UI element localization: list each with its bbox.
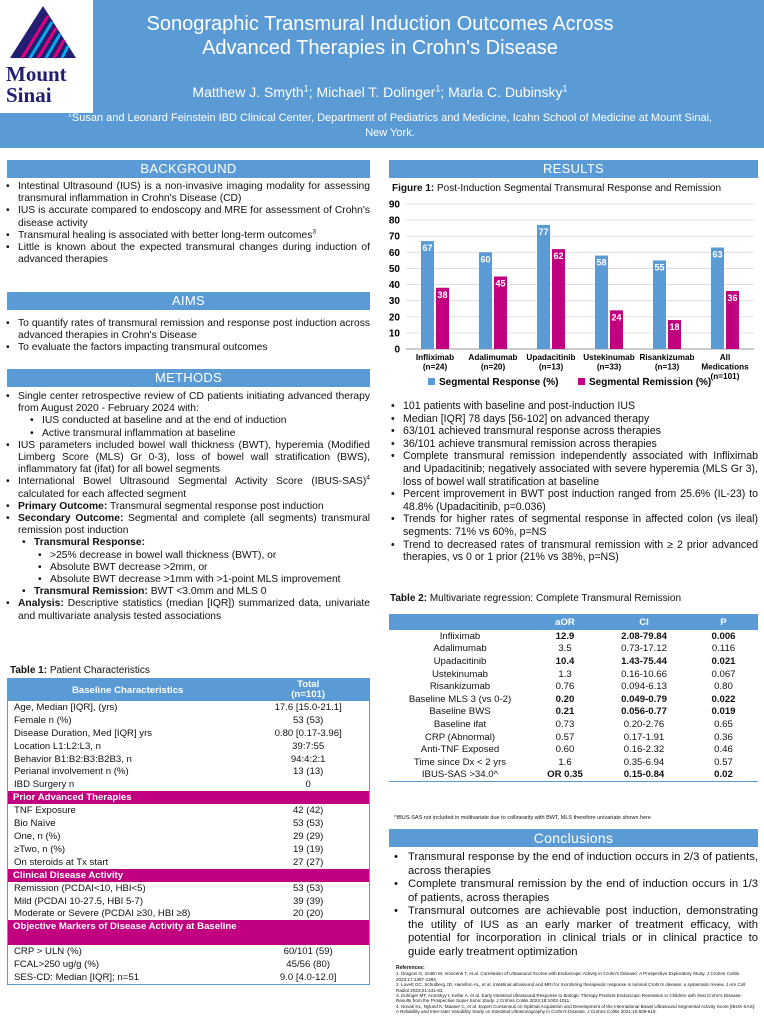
methods-ibus-text: International Bowel Ultrasound Segmental Activity Score (IBUS-SAS) — [18, 476, 367, 488]
table1-group-header: Clinical Disease Activity — [8, 869, 369, 882]
table2-cell-p: 0.80 — [714, 681, 733, 693]
table1-row — [8, 895, 369, 908]
table1-cell-label: Female n (%) — [14, 714, 72, 726]
table2-col-header: P — [720, 616, 727, 628]
table2-cell-aor: OR 0.35 — [547, 769, 583, 781]
bar-value-label: 36 — [727, 293, 738, 303]
table2-cell-label: Anti-TNF Exposed — [420, 744, 500, 756]
remission-label: Transmural Remission: — [34, 586, 148, 598]
methods-subitem — [4, 586, 370, 598]
background-list — [4, 181, 370, 266]
background-header: BACKGROUND — [7, 160, 370, 178]
bar-response — [653, 260, 666, 349]
table1-cell-label: Perianal involvement n (%) — [14, 766, 129, 778]
x-tick-label: Infliximab — [415, 353, 455, 362]
conclusions-item: • Transmural outcomes are achievable post induction, demonstrating the utility of IUS as an early marker of treatment efficacy, with potential for incorporation in clinical trials or in clinical practice to guide early treatment optimization — [392, 905, 758, 959]
methods-item — [4, 476, 370, 500]
table2-header-row — [389, 614, 758, 630]
table1-cell-label: Disease Duration, Med [IQR] yrs — [14, 727, 153, 739]
table1-group-header: Prior Advanced Therapies — [8, 791, 369, 804]
table2-cell-label: IBUS-SAS >34.0^ — [421, 769, 499, 781]
table1-cell-label: Mild (PCDAI 10-27.5, HBI 5-7) — [14, 895, 144, 907]
figure1-caption-text: Post-Induction Segmental Transmural Response and Remission — [434, 183, 722, 194]
results-list — [389, 400, 758, 564]
author-list: Matthew J. Smyth$^1$; Michael T. Dolinger$^1$; Marla C. Dubinsky$^1$ — [192, 83, 568, 100]
bar-response — [711, 248, 724, 350]
results-item: • Trends for higher rates of segmental response in affected colon (vs ileal) segments: 71% vs 60%, p=NS — [389, 513, 758, 538]
table2-cell-ci: 0.056-0.77 — [621, 706, 667, 718]
table2-cell-ci: 0.16-2.32 — [623, 744, 665, 756]
results-item: • 101 patients with baseline and post-induction IUS — [389, 400, 758, 413]
table2-cell-ci: 0.17-1.91 — [623, 731, 665, 743]
poster-header — [0, 0, 764, 148]
table1-cell-value: 42 (42) — [292, 805, 324, 817]
table1-group-prior-therapies — [8, 804, 369, 868]
secondary-outcome-text: Segmental and complete (all segments) transmural remission post induction — [18, 513, 370, 537]
table1-group-objective-markers — [8, 945, 369, 984]
bar-value-label: 55 — [654, 262, 665, 273]
reference-item: 2. Lovett GC, Schulberg JD, Hamilton AL, et al. Intestinal ultrasound and MRI for monitoring therapeutic response in luminal Crohn's disease: a systematic review. J Am Coll Radiol 2023;21:441-63. — [396, 982, 746, 993]
table2-body — [389, 630, 758, 781]
background-item-text: Transmural healing is associated with better long-term outcomes — [18, 229, 313, 241]
y-tick-label: 70 — [388, 231, 400, 243]
table2-caption — [390, 593, 681, 604]
table1-cell-label: Behavior B1:B2:B3:B2B3, n — [14, 753, 132, 765]
bar-response — [537, 225, 550, 349]
bar-response — [479, 252, 492, 349]
table1-caption-bold: Table 1: — [10, 665, 48, 676]
references — [396, 966, 758, 1015]
affiliation-sup: 1 — [67, 110, 72, 119]
table2-cell-aor: 1.3 — [558, 668, 572, 680]
results-item: • 36/101 achieve transmural remission across therapies — [389, 438, 758, 451]
legend-label: Segmental Remission (%) — [589, 377, 712, 388]
x-tick-label: (n=13) — [538, 362, 564, 372]
table1-group-header: Objective Markers of Disease Activity at Baseline — [8, 920, 369, 945]
table1-row — [8, 830, 369, 843]
y-tick-label: 20 — [388, 312, 400, 324]
table2-row — [389, 743, 758, 756]
table1-row — [8, 804, 369, 817]
x-tick-label: Upadacitinib — [526, 353, 576, 362]
table2-cell-p: 0.36 — [714, 731, 733, 743]
methods-subsubitem: • Absolute BWT decrease >2mm, or — [4, 562, 370, 574]
reference-item: 3. Dolinger MT, Aronskyy I, Kellar A, et al. Early Intestinal Ultrasound Response to Biologic Therapy Predicts Endoscopic Remission in Children with Ileal Crohn's Disease: Results from the Prospective Super Sonic Study. J Crohns Colitis 2024;18:1002-1011. — [396, 993, 742, 1004]
table2-cell-aor: 0.21 — [555, 706, 575, 718]
bar-value-label: 63 — [712, 249, 723, 260]
table2-caption-text: Multivariate regression: Complete Transmural Remission — [427, 593, 682, 604]
table1-row — [8, 882, 369, 895]
x-tick-label: Ustekinumab — [583, 353, 635, 362]
table2-row — [389, 668, 758, 681]
x-tick-label: (n=101) — [710, 372, 740, 381]
table1-cell-value: 27 (27) — [292, 856, 324, 868]
table1-cell-value: 19 (19) — [292, 843, 324, 855]
bar-value-label: 77 — [538, 226, 549, 237]
table1-cell-value: 20 (20) — [292, 908, 324, 920]
table2-cell-p: 0.021 — [711, 655, 736, 667]
conclusions-item: • Complete transmural remission by the end of induction occurs in 1/3 of patients, across therapies — [392, 878, 758, 905]
table2-col-header: CI — [639, 616, 649, 628]
results-item: • Complete transmural remission independently associated with Infliximab and Upadacitinib; negatively associated with severe hyperemia (MLS Gr 3), loss of bowel wall stratification at baseline — [389, 450, 758, 488]
methods-item: • Single center retrospective review of CD patients initiating advanced therapy from August 2020 - February 2024 with: — [4, 391, 370, 415]
table1-cell-value: 9.0 [4.0-12.0] — [279, 972, 337, 984]
table2-cell-label: Adalimumab — [433, 643, 487, 655]
table2-cell-p: 0.006 — [711, 630, 736, 642]
response-label: Transmural Response: — [34, 537, 146, 549]
affiliation — [60, 111, 720, 141]
citation-sup: 4 — [366, 475, 370, 482]
table2-cell-aor: 10.4 — [555, 655, 575, 667]
y-tick-label: 30 — [388, 296, 400, 308]
author-3-sup: 1 — [562, 83, 568, 94]
background-item: • Little is known about the expected transmural changes during induction of advanced therapies — [4, 242, 370, 266]
table1-row — [8, 727, 369, 740]
table1-cell-label: IBD Surgery n — [14, 779, 75, 791]
author-3: Marla C. Dubinsky — [448, 84, 563, 100]
table2-row — [389, 756, 758, 769]
secondary-outcome-label: Secondary Outcome: — [18, 513, 124, 525]
patient-characteristics-table — [7, 678, 370, 985]
author-1-sup: 1 — [303, 83, 309, 94]
table1-cell-label: TNF Exposure — [14, 805, 76, 817]
table2-row — [389, 655, 758, 668]
reference-item: 1. Dragoni G, Gottin M, Innocenti T, et al. Correlation of Ultrasound Scores with Endoscopic Activity in Crohn's Disease: A Prospective Exploratory Study. J Crohns Colitis 2023;17:1387-1394. — [396, 971, 740, 982]
table2-cell-ci: 0.20-2.76 — [623, 718, 665, 730]
results-item: • Trend to decreased rates of transmural remission with ≥ 2 prior advanced therapies, vs 0 or 1 prior (21% vs 38%, p=NS) — [389, 539, 758, 564]
figure1-caption — [392, 183, 721, 194]
methods-subsubitem: • Absolute BWT decrease >1mm with >1-point MLS improvement — [4, 574, 370, 586]
table2-cell-p: 0.57 — [714, 756, 733, 768]
table2-row — [389, 706, 758, 719]
table1-cell-label: One, n (%) — [14, 830, 61, 842]
table1-row — [8, 856, 369, 869]
table2-cell-p: 0.022 — [711, 693, 736, 705]
methods-subitem: • Active transmural inflammation at baseline — [4, 428, 370, 440]
y-tick-label: 40 — [388, 280, 400, 292]
table1-row — [8, 945, 369, 958]
table1-cell-value: 53 (53) — [292, 882, 324, 894]
table1-col-total: Total — [297, 679, 320, 690]
methods-subitem: • IUS conducted at baseline and at the end of induction — [4, 415, 370, 427]
table2-cell-p: 0.019 — [711, 706, 736, 718]
aims-item: • To quantify rates of transmural remission and response post induction across advanced therapies in Crohn's Disease — [4, 318, 370, 342]
author-1: Matthew J. Smyth — [192, 84, 304, 100]
table2-row — [389, 769, 758, 782]
table1-caption-text: Patient Characteristics — [47, 665, 150, 676]
table1-row — [8, 971, 369, 984]
table1-cell-label: Location L1:L2:L3, n — [14, 740, 101, 752]
table2-cell-aor: 0.57 — [555, 731, 575, 743]
table1-row — [8, 778, 369, 791]
table2-cell-ci: 0.35-6.94 — [623, 756, 665, 768]
reference-item: 4. Novak KL, Nylund K, Maaser C, et al. Expert Consensus on Optimal Acquisition and Development of the International Bowel Ultrasound Segmental Activity Score [IBUS-SAS]: A Reliability and Inter-rater Variability Study on Intestinal Ultrasonography in Crohn's Disease. J Crohns Colitis 2021;15:609-616. — [396, 1003, 756, 1015]
methods-ibus-text-2: calculated for each affected segment — [18, 488, 187, 500]
x-tick-label: Adalimumab — [468, 353, 518, 362]
table1-group-clinical-activity — [8, 882, 369, 921]
table2-caption-bold: Table 2: — [390, 593, 428, 604]
analysis-label: Analysis: — [18, 598, 64, 610]
table2-row — [389, 693, 758, 706]
table2-cell-ci: 0.094-6.13 — [621, 681, 667, 693]
table1-cell-label: Remission (PCDAI<10, HBI<5) — [14, 882, 146, 894]
aims-header: AIMS — [7, 292, 370, 310]
table1-cell-value: 13 (13) — [292, 766, 324, 778]
table2-row — [389, 680, 758, 693]
table2-col-header: aOR — [555, 616, 575, 628]
table1-row — [8, 817, 369, 830]
x-tick-label: Medications — [701, 362, 749, 372]
table1-cell-label: Bio Naïve — [14, 818, 56, 830]
bar-response — [421, 241, 434, 349]
x-tick-label: All — [719, 353, 731, 362]
methods-subitem — [4, 537, 370, 549]
methods-item: • IUS parameters included bowel wall thickness (BWT), hyperemia (Modified Limberg Score (MLS) Gr 0-3), loss of bowel wall stratification (BWS), inflammatory fat (ifat) for all bowel segments — [4, 440, 370, 477]
conclusions-header: Conclusions — [389, 829, 758, 847]
aims-list — [4, 318, 370, 355]
table2-cell-aor: 1.6 — [558, 756, 572, 768]
table1-row — [8, 958, 369, 971]
table2-cell-ci: 0.73-17.12 — [621, 643, 667, 655]
y-tick-label: 50 — [388, 263, 400, 275]
table2-cell-ci: 0.15-0.84 — [623, 769, 665, 781]
table2-cell-p: 0.067 — [711, 668, 736, 680]
legend-swatch — [428, 378, 435, 385]
bar-value-label: 18 — [669, 322, 680, 332]
primary-outcome-text: Transmural segmental response post induction — [107, 500, 324, 512]
table2-row — [389, 630, 758, 643]
table2-footnote: ^IBUS-SAS not included in multivariate due to collinearity with BWT, MLS therefore univariate shown here — [394, 815, 651, 821]
table2-cell-label: Ustekinumab — [432, 668, 488, 680]
background-item: • IUS is accurate compared to endoscopy and MRE for assessment of Crohn's disease activity — [4, 205, 370, 229]
table2-cell-label: Baseline MLS 3 (vs 0-2) — [408, 693, 512, 705]
table1-row — [8, 740, 369, 753]
citation-sup: 3 — [312, 228, 317, 236]
table1-cell-label: SES-CD: Median [IQR]; n=51 — [14, 972, 140, 984]
table1-cell-label: ≥Two, n (%) — [14, 843, 66, 855]
table2-cell-label: CRP (Abnormal) — [424, 731, 496, 743]
bar-value-label: 24 — [611, 312, 622, 323]
table2-cell-label: Baseline BWS — [429, 706, 491, 718]
y-tick-label: 60 — [388, 247, 400, 259]
table1-cell-value: 39:7:55 — [292, 740, 325, 752]
table1-cell-value: 17.6 [15.0-21.1] — [274, 701, 342, 713]
background-item: • Intestinal Ultrasound (IUS) is a non-invasive imaging modality for assessing transmural inflammation in Crohn's Disease (CD) — [4, 181, 370, 205]
bar-value-label: 38 — [437, 289, 448, 300]
table1-cell-label: Age, Median [IQR], (yrs) — [14, 701, 118, 713]
results-item: • Median [IQR] 78 days [56-102] on advanced therapy — [389, 413, 758, 426]
table1-cell-value: 0 — [305, 779, 311, 791]
table1-cell-value: 0.80 [0.17-3.96] — [274, 727, 342, 739]
table1-cell-label: Moderate or Severe (PCDAI ≥30, HBI ≥8) — [14, 908, 191, 920]
table2-cell-ci: 0.049-0.79 — [621, 693, 667, 705]
table2-cell-p: 0.116 — [711, 643, 736, 655]
logo-wordmark — [6, 64, 90, 106]
table1-col-header — [247, 680, 369, 700]
table1-row — [8, 701, 369, 714]
x-tick-label: (n=20) — [480, 362, 506, 372]
table2-row — [389, 643, 758, 656]
author-2-sup: 1 — [435, 83, 441, 94]
bar-value-label: 62 — [553, 251, 564, 262]
table2-cell-label: Baseline ifat — [433, 718, 487, 730]
table1-row — [8, 753, 369, 766]
table1-col-n: (n=101) — [291, 689, 326, 700]
table1-cell-label: FCAL>250 ug/g (%) — [14, 959, 100, 971]
mount-sinai-logo — [0, 0, 93, 113]
table2-cell-aor: 3.5 — [558, 643, 572, 655]
table2-cell-p: 0.02 — [714, 769, 733, 781]
background-item — [4, 230, 370, 242]
logo-line-1: Mount — [6, 62, 67, 86]
x-tick-label: Risankizumab — [639, 353, 695, 362]
table1-row — [8, 765, 369, 778]
table2-cell-label: Time since Dx < 2 yrs — [413, 756, 507, 768]
methods-subsubitem: • >25% decrease in bowel wall thickness (BWT), or — [4, 550, 370, 562]
author-2: Michael T. Dolinger — [316, 84, 436, 100]
methods-list — [4, 391, 370, 623]
table1-row — [8, 714, 369, 727]
response-remission-bar-chart — [370, 196, 764, 396]
table1-cell-value: 60/101 (59) — [283, 946, 333, 958]
table2-cell-label: Risankizumab — [429, 681, 491, 693]
table1-cell-value: 53 (53) — [292, 714, 324, 726]
remission-text: BWT <3.0mm and MLS 0 — [147, 586, 267, 598]
y-tick-label: 90 — [388, 199, 400, 211]
primary-outcome-label: Primary Outcome: — [18, 500, 108, 512]
y-tick-label: 10 — [388, 328, 400, 340]
bar-value-label: 60 — [480, 254, 491, 265]
table1-cell-value: 39 (39) — [292, 895, 324, 907]
multivariate-regression-table — [389, 614, 758, 782]
x-tick-label: (n=13) — [654, 362, 680, 372]
methods-item — [4, 501, 370, 513]
logo-line-2: Sinai — [6, 83, 52, 107]
table1-group-baseline — [8, 701, 369, 791]
table1-cell-value: 29 (29) — [292, 830, 324, 842]
table1-cell-label: On steroids at Tx start — [14, 856, 109, 868]
table2-cell-aor: 0.20 — [555, 693, 575, 705]
table1-row — [8, 843, 369, 856]
bar-value-label: 45 — [495, 278, 506, 289]
table2-cell-aor: 0.60 — [555, 744, 575, 756]
table1-caption — [10, 665, 150, 676]
table1-cell-value: 94:4:2:1 — [290, 753, 326, 765]
table1-row — [8, 907, 369, 920]
bar-value-label: 58 — [596, 257, 607, 268]
table2-cell-label: Infliximab — [439, 630, 481, 642]
results-item: • 63/101 achieved transmural response across therapies — [389, 425, 758, 438]
legend-swatch — [578, 378, 585, 385]
figure1-caption-bold: Figure 1: — [392, 183, 435, 194]
methods-header: METHODS — [7, 369, 370, 387]
table1-header-row — [8, 679, 369, 701]
methods-item — [4, 598, 370, 622]
poster-title: Sonographic Transmural Induction Outcomes Across Advanced Therapies in Crohn's Disease — [146, 13, 614, 59]
table2-cell-p: 0.46 — [714, 744, 733, 756]
table1-col-header: Baseline Characteristics — [71, 684, 184, 696]
table1-cell-label: CRP > ULN (%) — [14, 946, 82, 958]
y-tick-label: 80 — [388, 215, 400, 227]
methods-item — [4, 513, 370, 537]
table2-row — [389, 718, 758, 731]
results-item: • Percent improvement in BWT post induction ranged from 25.6% (IL-23) to 48.8% (Upadacitinib, p=0.036) — [389, 488, 758, 513]
table2-cell-ci: 2.08-79.84 — [621, 630, 667, 642]
bar-value-label: 67 — [422, 243, 433, 254]
x-tick-label: (n=33) — [596, 362, 622, 372]
table2-cell-label: Upadacitinib — [433, 655, 487, 667]
y-tick-label: 0 — [394, 344, 400, 356]
conclusions-list — [392, 851, 758, 959]
table2-cell-aor: 0.76 — [555, 681, 575, 693]
references-heading: References: — [396, 965, 425, 971]
table2-cell-ci: 0.16-10.66 — [621, 668, 667, 680]
legend-label: Segmental Response (%) — [439, 377, 559, 388]
table1-cell-value: 53 (53) — [292, 818, 324, 830]
logo-mark-icon — [8, 4, 78, 60]
conclusions-item: • Transmural response by the end of induction occurs in 2/3 of patients, across therapies — [392, 851, 758, 878]
analysis-text: Descriptive statistics (median [IQR]) summarized data, univariate and multivariate analysis tested associations — [18, 598, 370, 622]
table2-row — [389, 731, 758, 744]
bar-response — [595, 256, 608, 349]
table2-cell-ci: 1.43-75.44 — [621, 655, 667, 667]
table1-cell-value: 45/56 (80) — [286, 959, 331, 971]
aims-item: • To evaluate the factors impacting transmural outcomes — [4, 342, 370, 354]
table2-cell-aor: 12.9 — [555, 630, 575, 642]
x-tick-label: (n=24) — [422, 362, 448, 372]
results-header: RESULTS — [389, 160, 758, 178]
table2-cell-aor: 0.73 — [555, 718, 575, 730]
bar-remission — [552, 249, 565, 349]
affiliation-text: Susan and Leonard Feinstein IBD Clinical Center, Department of Pediatrics and Medicine, Icahn School of Medicine at Mount Sinai, New York. — [71, 112, 713, 139]
table2-cell-p: 0.65 — [714, 718, 733, 730]
